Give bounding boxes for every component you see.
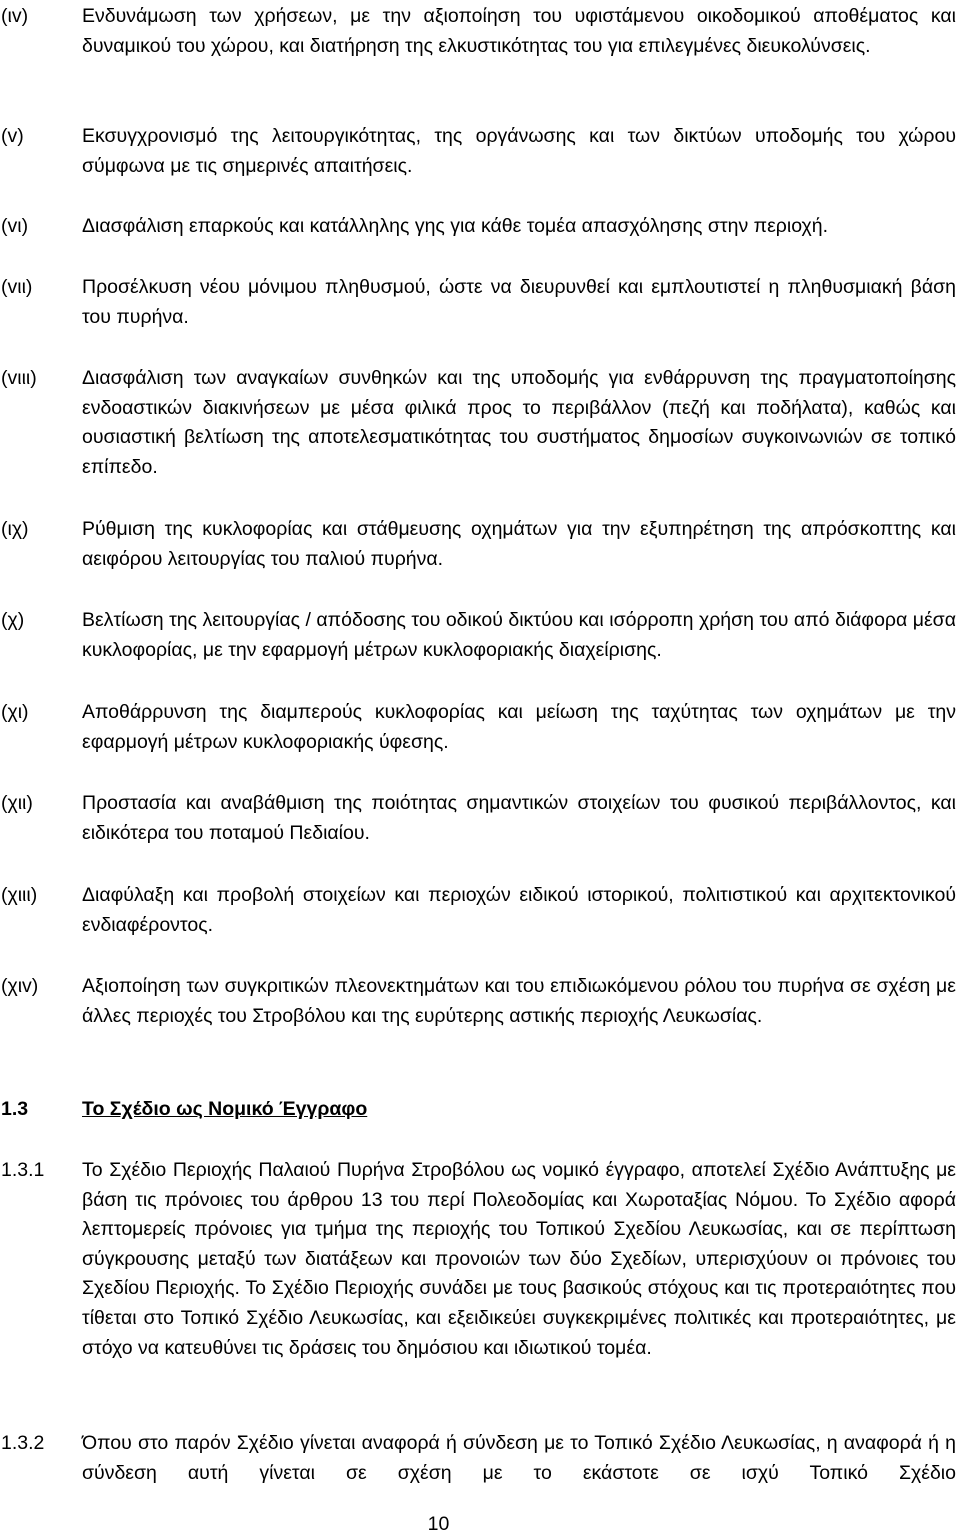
list-item-text: Εκσυγχρονισμό της λειτουργικότητας, της οργάνωσης και των δικτύων υποδομής του χώρου σύμφωνα με τις σημερινές απαιτήσεις. bbox=[82, 125, 956, 177]
paragraph-text: Το Σχέδιο Περιοχής Παλαιού Πυρήνα Στροβόλου ως νομικό έγγραφο, αποτελεί Σχέδιο Ανάπτυξης με βάση τις πρόνοιες του άρθρου 13 του περί Πολεοδομίας και Χωροταξίας Νόμου. Το Σχέδιο αφορά λεπτομερείς πρόνοιες για τμήμα της περιοχής του Τοπικού Σχεδίου Λευκωσίας, και σε περίπτωση σύγκρουσης μεταξύ των διατάξεων και προνοιών των δύο Σχεδίων, υπερισχύουν οι πρόνοιες του Σχεδίου Περιοχής. Το Σχέδιο Περιοχής συνάδει με τους βασικούς στόχους και τις προτεραιότητες που τίθεται στο Τοπικό Σχέδιο Λευκωσίας, και εξειδικεύει συγκεκριμένες πολιτικές και προτεραιότητες, με στόχο να κατευθύνει τις δράσεις του δημόσιου και ιδιωτικού τομέα. bbox=[82, 1159, 956, 1359]
list-item-text: Βελτίωση της λειτουργίας / απόδοσης του οδικού δικτύου και ισόρροπη χρήση του από διάφορα μέσα κυκλοφορίας, με την εφαρμογή μέτρων κυκλοφοριακής διαχείρισης. bbox=[82, 609, 956, 661]
list-item-text: Ρύθμιση της κυκλοφορίας και στάθμευσης οχημάτων για την εξυπηρέτηση της απρόσκοπτης και αειφόρου λειτουργίας του παλιού πυρήνα. bbox=[82, 518, 956, 570]
section-title: Το Σχέδιο ως Νομικό Έγγραφο bbox=[82, 1098, 368, 1120]
list-item-number: (ιv) bbox=[1, 5, 29, 27]
list-item-number: (χιv) bbox=[1, 975, 39, 997]
list-item-number: (v) bbox=[1, 125, 24, 147]
list-item-number: (χ) bbox=[1, 609, 25, 631]
list-item-text: Διασφάλιση επαρκούς και κατάλληλης γης για κάθε τομέα απασχόλησης στην περιοχή. bbox=[82, 215, 829, 237]
list-item-number: (χιιι) bbox=[1, 884, 38, 906]
page-number: 10 bbox=[427, 1513, 450, 1535]
paragraph-number: 1.3.1 bbox=[1, 1159, 45, 1181]
list-item-text: Προστασία και αναβάθμιση της ποιότητας σημαντικών στοιχείων του φυσικού περιβάλλοντος, και ειδικότερα του ποταμού Πεδιαίου. bbox=[82, 792, 956, 844]
list-item-number: (vιι) bbox=[1, 276, 33, 298]
list-item-number: (vιιι) bbox=[1, 367, 37, 389]
list-item-text: Διαφύλαξη και προβολή στοιχείων και περιοχών ειδικού ιστορικού, πολιτιστικού και αρχιτεκτονικού ενδιαφέροντος. bbox=[82, 884, 956, 936]
list-item-number: (χι) bbox=[1, 701, 29, 723]
list-item-text: Αποθάρρυνση της διαμπερούς κυκλοφορίας και μείωση της ταχύτητας των οχημάτων με την εφαρμογή μέτρων κυκλοφοριακής ύφεσης. bbox=[82, 701, 956, 753]
paragraph-text: Όπου στο παρόν Σχέδιο γίνεται αναφορά ή σύνδεση με το Τοπικό Σχέδιο Λευκωσίας, η αναφορά ή η σύνδεση αυτή γίνεται σε σχέση με το εκάστοτε σε ισχύ Τοπικό Σχέδιο bbox=[82, 1432, 956, 1484]
list-item-number: (ιχ) bbox=[1, 518, 29, 540]
paragraph-number: 1.3.2 bbox=[1, 1432, 45, 1454]
list-item-text: Διασφάλιση των αναγκαίων συνθηκών και της υποδομής για ενθάρρυνση της πραγματοποίησης ενδοαστικών διακινήσεων με μέσα φιλικά προς το περιβάλλον (πεζή και ποδήλατα), καθώς και ουσιαστική βελτίωση της αποτελεσματικότητας του συστήματος δημοσίων συγκοινωνιών σε τοπικό επίπεδο. bbox=[82, 367, 956, 478]
list-item-number: (vι) bbox=[1, 215, 29, 237]
list-item-text: Προσέλκυση νέου μόνιμου πληθυσμού, ώστε να διευρυνθεί και εμπλουτιστεί η πληθυσμιακή βάση του πυρήνα. bbox=[82, 276, 956, 328]
list-item-text: Αξιοποίηση των συγκριτικών πλεονεκτημάτων και του επιδιωκόμενου ρόλου του πυρήνα σε σχέση με άλλες περιοχές του Στροβόλου και της ευρύτερης αστικής περιοχής Λευκωσίας. bbox=[82, 975, 956, 1027]
list-item-number: (χιι) bbox=[1, 792, 33, 814]
list-item-text: Ενδυνάμωση των χρήσεων, με την αξιοποίηση του υφιστάμενου οικοδομικού αποθέματος και δυναμικού του χώρου, και διατήρηση της ελκυστικότητας του για επιλεγμένες διευκολύνσεις. bbox=[82, 5, 956, 57]
paragraph bbox=[0, 1429, 960, 1491]
section-number: 1.3 bbox=[1, 1098, 29, 1120]
